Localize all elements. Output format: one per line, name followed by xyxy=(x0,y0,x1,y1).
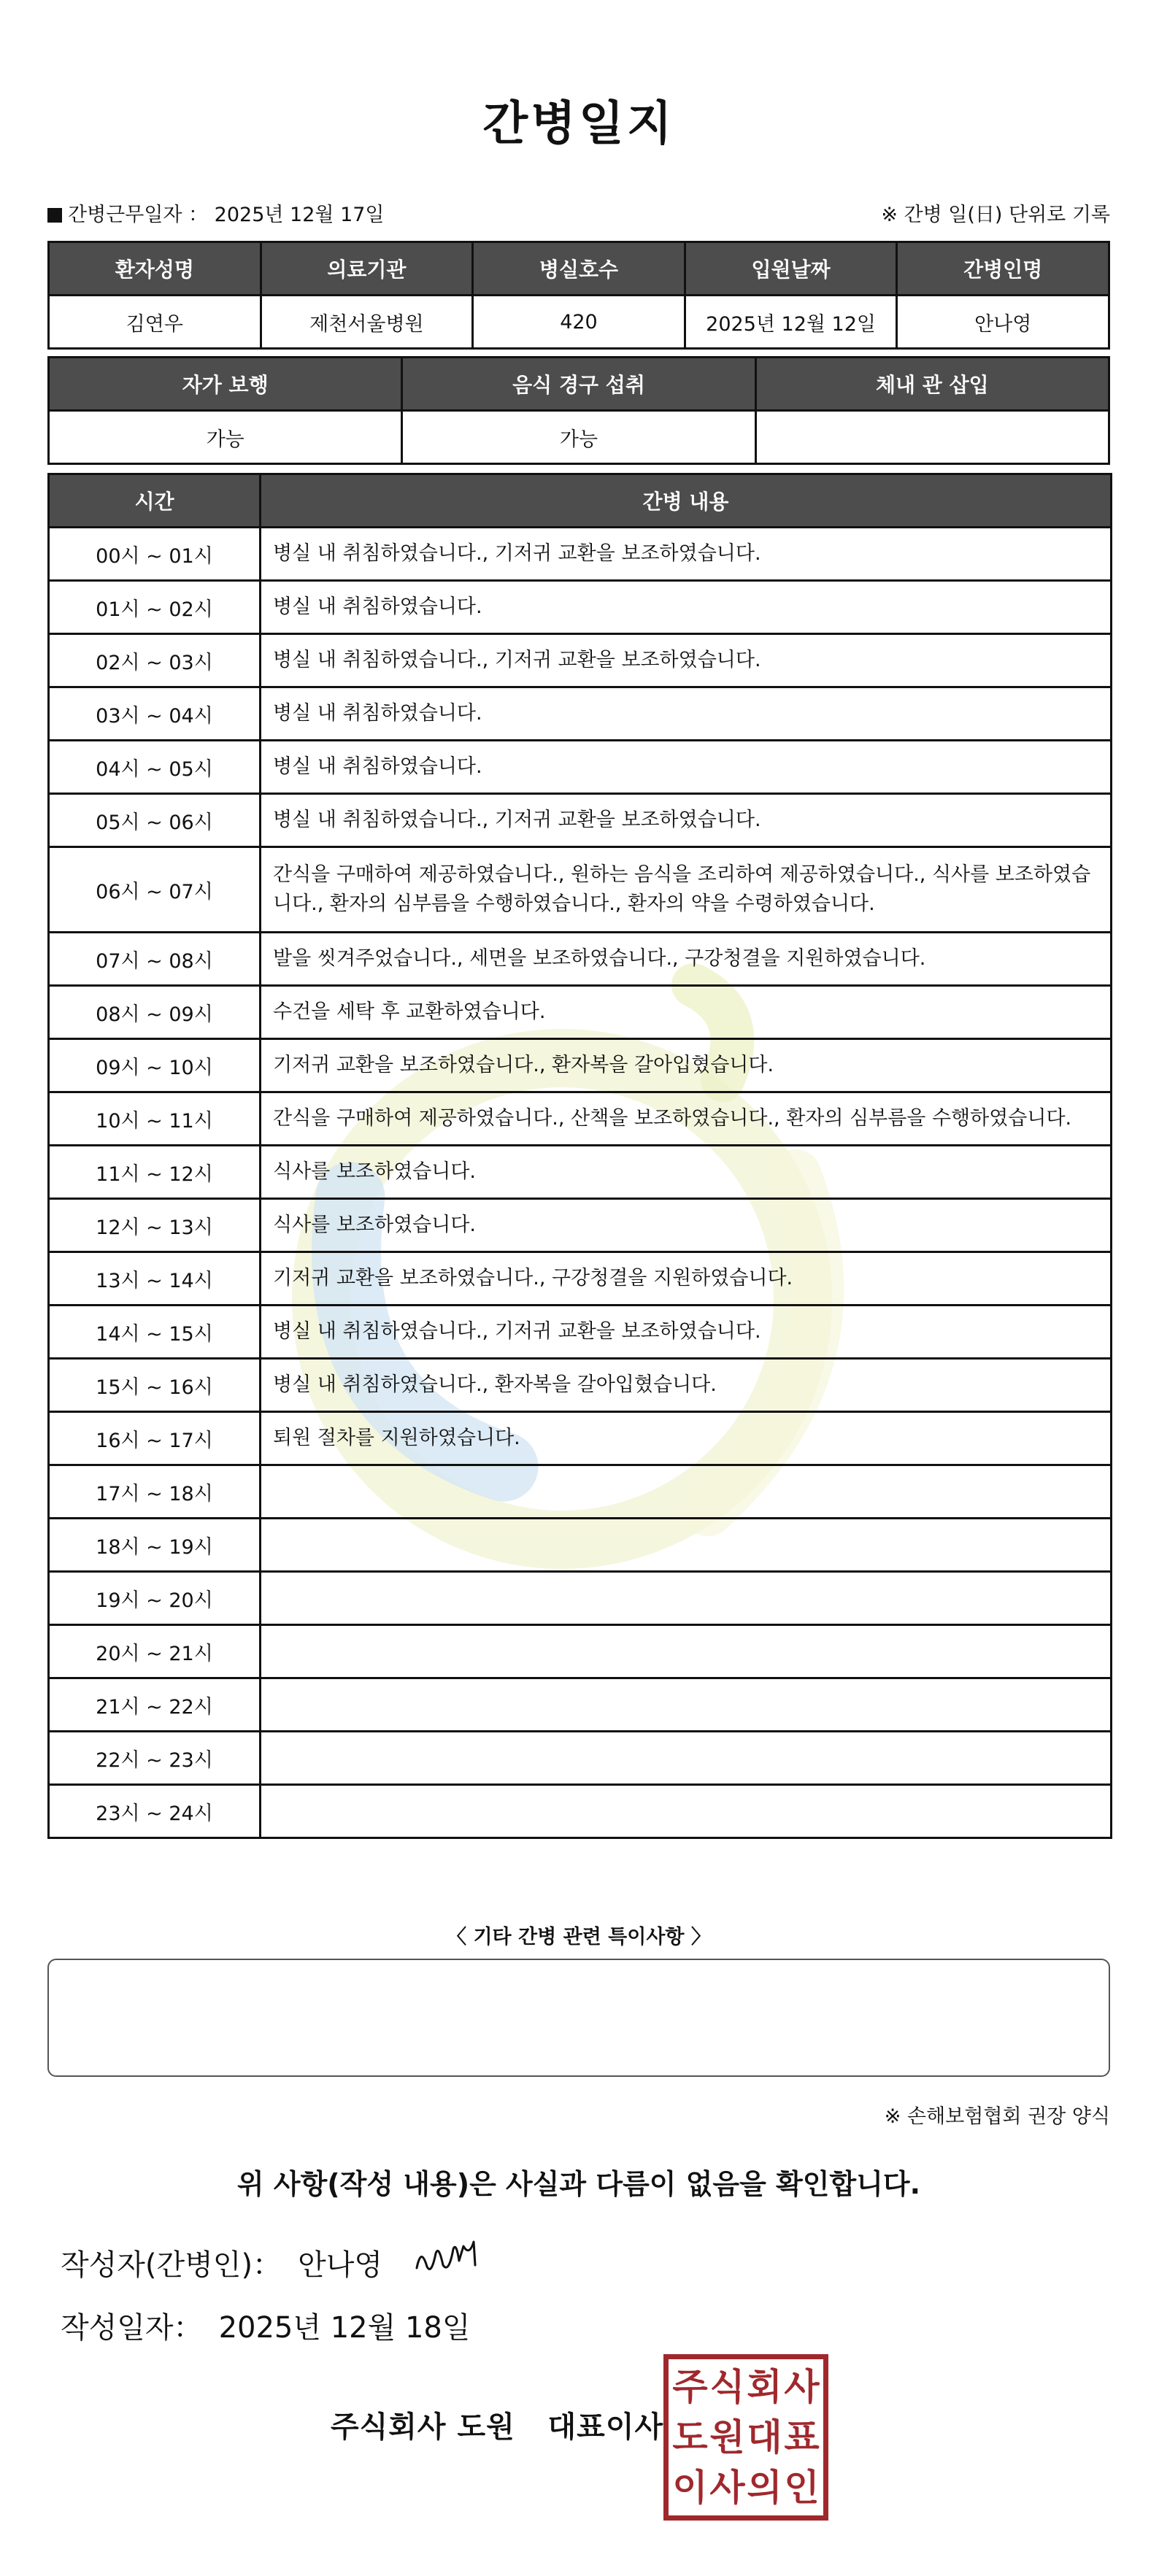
care-content: 퇴원 절차를 지원하였습니다. xyxy=(261,1412,1112,1465)
care-log-row xyxy=(49,1039,1112,1092)
header-admission-date: 입원날짜 xyxy=(685,242,897,296)
care-content: 병실 내 취침하였습니다., 기저귀 교환을 보조하였습니다. xyxy=(261,1306,1112,1359)
status-value-row xyxy=(49,411,1109,464)
care-time: 17시 ~ 18시 xyxy=(49,1465,261,1519)
care-content: 병실 내 취침하였습니다., 환자복을 갈아입혔습니다. xyxy=(261,1359,1112,1412)
work-date-label: 간병근무일자 ： xyxy=(68,204,209,226)
header-caregiver: 간병인명 xyxy=(897,242,1109,296)
written-date-label: 작성일자： xyxy=(61,2311,203,2345)
seal-glyph: 인 xyxy=(784,2466,820,2509)
care-log-row xyxy=(49,1359,1112,1412)
care-content: 병실 내 취침하였습니다., 기저귀 교환을 보조하였습니다. xyxy=(261,794,1112,847)
care-time: 21시 ~ 22시 xyxy=(49,1678,261,1732)
care-log-row xyxy=(49,1519,1112,1572)
header-walking: 자가 보행 xyxy=(49,358,402,411)
care-content: 간식을 구매하여 제공하였습니다., 산책을 보조하였습니다., 환자의 심부름을 수행하였습니다. xyxy=(261,1092,1112,1146)
care-log-row xyxy=(49,1146,1112,1199)
work-date xyxy=(47,198,385,227)
room-number: 420 xyxy=(473,296,685,349)
care-time: 20시 ~ 21시 xyxy=(49,1625,261,1678)
company-line xyxy=(331,2404,663,2445)
care-content: 수건을 세탁 후 교환하였습니다. xyxy=(261,986,1112,1039)
writer-name: 안나영 xyxy=(298,2248,382,2282)
seal-glyph: 회 xyxy=(747,2366,782,2409)
care-log-row xyxy=(49,1252,1112,1306)
admission-date: 2025년 12월 12일 xyxy=(685,296,897,349)
care-time: 12시 ~ 13시 xyxy=(49,1199,261,1252)
care-log-row xyxy=(49,986,1112,1039)
care-log-row xyxy=(49,933,1112,986)
hospital-name: 제천서울병원 xyxy=(261,296,473,349)
care-content: 병실 내 취침하였습니다. xyxy=(261,741,1112,794)
care-time: 18시 ~ 19시 xyxy=(49,1519,261,1572)
header-tube: 체내 관 삽입 xyxy=(755,358,1109,411)
care-time: 22시 ~ 23시 xyxy=(49,1732,261,1785)
care-time: 05시 ~ 06시 xyxy=(49,794,261,847)
care-time: 06시 ~ 07시 xyxy=(49,847,261,933)
care-content: 병실 내 취침하였습니다., 기저귀 교환을 보조하였습니다. xyxy=(261,528,1112,581)
care-log-body xyxy=(49,528,1112,1838)
seal-glyph: 식 xyxy=(709,2366,745,2409)
care-time: 00시 ~ 01시 xyxy=(49,528,261,581)
signature-image xyxy=(411,2232,491,2283)
seal-glyph: 이 xyxy=(672,2466,708,2509)
care-log-row xyxy=(49,1306,1112,1359)
work-date-value: 2025년 12월 17일 xyxy=(214,204,385,226)
patient-name: 김연우 xyxy=(49,296,261,349)
seal-glyph: 의 xyxy=(747,2466,782,2509)
header-oral-intake: 음식 경구 섭취 xyxy=(402,358,755,411)
recommend-note: ※ 손해보험협회 권장 양식 xyxy=(884,2105,1110,2128)
care-log-header-row xyxy=(49,474,1112,528)
patient-info-table xyxy=(47,241,1110,350)
care-log-row xyxy=(49,1092,1112,1146)
care-log-row xyxy=(49,687,1112,741)
care-log-row xyxy=(49,741,1112,794)
care-log-table xyxy=(47,473,1112,1839)
care-content: 병실 내 취침하였습니다., 기저귀 교환을 보조하였습니다. xyxy=(261,634,1112,687)
care-content: 간식을 구매하여 제공하였습니다., 원하는 음식을 조리하여 제공하였습니다., 식사를 보조하였습니다., 환자의 심부름을 수행하였습니다., 환자의 약을 수령하였습니다. xyxy=(261,847,1112,933)
care-log-row xyxy=(49,1785,1112,1838)
seal-glyph: 사 xyxy=(784,2366,820,2409)
care-time: 13시 ~ 14시 xyxy=(49,1252,261,1306)
written-date-line xyxy=(61,2305,471,2346)
care-time: 08시 ~ 09시 xyxy=(49,986,261,1039)
care-log-row xyxy=(49,1199,1112,1252)
meta-row xyxy=(47,198,1110,228)
care-content xyxy=(261,1465,1112,1519)
care-log-row xyxy=(49,1625,1112,1678)
page-title: 간병일지 xyxy=(482,97,675,151)
care-time: 03시 ~ 04시 xyxy=(49,687,261,741)
care-content: 식사를 보조하였습니다. xyxy=(261,1199,1112,1252)
writer-line xyxy=(61,2242,382,2283)
notes-title: 〈 기타 간병 관련 특이사항 〉 xyxy=(447,1926,711,1948)
seal-glyph: 사 xyxy=(709,2466,745,2509)
seal-glyph: 도 xyxy=(672,2415,708,2459)
care-log-row xyxy=(49,581,1112,634)
care-content: 식사를 보조하였습니다. xyxy=(261,1146,1112,1199)
care-time: 10시 ~ 11시 xyxy=(49,1092,261,1146)
patient-value-row xyxy=(49,296,1109,349)
status-header-row xyxy=(49,358,1109,411)
company-name: 주식회사 도원 xyxy=(331,2410,515,2444)
care-time: 04시 ~ 05시 xyxy=(49,741,261,794)
patient-header-row xyxy=(49,242,1109,296)
seal-glyph: 대 xyxy=(747,2415,782,2459)
care-log-row xyxy=(49,1678,1112,1732)
care-log-row xyxy=(49,1572,1112,1625)
care-content: 기저귀 교환을 보조하였습니다., 구강청결을 지원하였습니다. xyxy=(261,1252,1112,1306)
care-log-row xyxy=(49,1465,1112,1519)
care-log-row xyxy=(49,847,1112,933)
header-hospital: 의료기관 xyxy=(261,242,473,296)
oral-intake-value: 가능 xyxy=(402,411,755,464)
care-content xyxy=(261,1519,1112,1572)
care-time: 23시 ~ 24시 xyxy=(49,1785,261,1838)
header-room: 병실호수 xyxy=(473,242,685,296)
record-note: ※ 간병 일(日) 단위로 기록 xyxy=(881,204,1110,226)
care-log-row xyxy=(49,634,1112,687)
care-time: 15시 ~ 16시 xyxy=(49,1359,261,1412)
care-time: 19시 ~ 20시 xyxy=(49,1572,261,1625)
care-content: 발을 씻겨주었습니다., 세면을 보조하였습니다., 구강청결을 지원하였습니다. xyxy=(261,933,1112,986)
care-content xyxy=(261,1625,1112,1678)
seal-glyph: 원 xyxy=(709,2415,745,2459)
seal-glyph: 주 xyxy=(672,2366,708,2409)
care-log-row xyxy=(49,794,1112,847)
seal-glyph: 표 xyxy=(784,2415,820,2459)
care-content: 병실 내 취침하였습니다. xyxy=(261,581,1112,634)
care-log-row xyxy=(49,528,1112,581)
care-time: 16시 ~ 17시 xyxy=(49,1412,261,1465)
care-time: 02시 ~ 03시 xyxy=(49,634,261,687)
care-time: 01시 ~ 02시 xyxy=(49,581,261,634)
care-content xyxy=(261,1572,1112,1625)
tube-value xyxy=(755,411,1109,464)
patient-status-table xyxy=(47,356,1110,465)
care-time: 14시 ~ 15시 xyxy=(49,1306,261,1359)
header-time: 시간 xyxy=(49,474,261,528)
written-date-value: 2025년 12월 18일 xyxy=(218,2311,471,2345)
care-content: 기저귀 교환을 보조하였습니다., 환자복을 갈아입혔습니다. xyxy=(261,1039,1112,1092)
care-time: 07시 ~ 08시 xyxy=(49,933,261,986)
care-time: 09시 ~ 10시 xyxy=(49,1039,261,1092)
walking-value: 가능 xyxy=(49,411,402,464)
care-log-row xyxy=(49,1732,1112,1785)
notes-box xyxy=(47,1959,1110,2077)
square-bullet-icon xyxy=(47,208,62,223)
confirm-statement: 위 사항(작성 내용)은 사실과 다름이 없음을 확인합니다. xyxy=(236,2168,921,2200)
company-title: 대표이사 xyxy=(547,2410,664,2444)
caregiver-name: 안나영 xyxy=(897,296,1109,349)
care-content: 병실 내 취침하였습니다. xyxy=(261,687,1112,741)
care-content xyxy=(261,1785,1112,1838)
header-patient-name: 환자성명 xyxy=(49,242,261,296)
header-care-content: 간병 내용 xyxy=(261,474,1112,528)
care-content xyxy=(261,1678,1112,1732)
writer-label: 작성자(간병인)： xyxy=(61,2248,282,2282)
company-seal xyxy=(663,2354,828,2521)
care-log-row xyxy=(49,1412,1112,1465)
care-time: 11시 ~ 12시 xyxy=(49,1146,261,1199)
care-content xyxy=(261,1732,1112,1785)
